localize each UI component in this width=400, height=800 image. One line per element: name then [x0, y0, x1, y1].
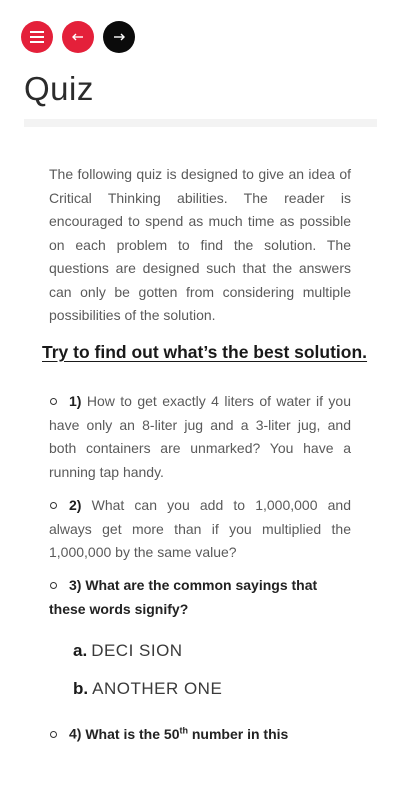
menu-button[interactable] — [21, 21, 53, 53]
intro-paragraph: The following quiz is designed to give an idea of Critical Thinking abilities. The reader is encouraged to spend as much time as possible on each problem to find the solution. The questions are designed such that the answers can only be gotten from considering multiple possibilities of the solution. — [49, 166, 351, 323]
question-item — [49, 494, 351, 565]
arrow-right-icon — [113, 33, 125, 41]
question-text: How to get exactly 4 liters of water if you have only an 8-liter jug and a 3-liter jug, and both containers are unmarked? You have a running tap handy. — [49, 393, 351, 480]
question-text-start: What is the 50 — [85, 725, 180, 742]
answer-option — [73, 679, 222, 699]
arrow-left-icon — [72, 33, 84, 41]
answer-option — [73, 641, 183, 661]
option-label: a. — [73, 641, 88, 660]
question-text — [85, 726, 288, 742]
option-label: b. — [73, 679, 89, 698]
page-title: Quiz — [24, 70, 94, 107]
section-heading: Try to find out what’s the best solution. — [42, 342, 368, 362]
bullet-icon — [50, 582, 57, 589]
back-button[interactable] — [62, 21, 94, 53]
hamburger-icon — [30, 31, 44, 43]
title-divider — [24, 119, 377, 127]
question-number: 3) — [69, 577, 82, 593]
question-number: 1) — [69, 393, 82, 409]
bullet-icon — [50, 398, 57, 405]
bullet-icon — [50, 502, 57, 509]
question-text-end: number in this — [187, 725, 289, 742]
option-text: DECI SION — [91, 641, 183, 660]
ordinal-suffix: th — [179, 725, 188, 735]
question-text: What can you add to 1,000,000 and always get more than if you multiplied the 1,000,000 by the same value? — [49, 497, 351, 560]
option-text: ANOTHER ONE — [92, 679, 223, 698]
question-item — [49, 719, 351, 746]
question-item — [49, 390, 351, 484]
question-item — [49, 574, 351, 621]
bullet-icon — [50, 731, 57, 738]
question-number: 2) — [69, 497, 82, 513]
next-button[interactable] — [103, 21, 135, 53]
question-number: 4) — [69, 725, 82, 742]
question-text: What are the common sayings that these words signify? — [49, 577, 318, 617]
